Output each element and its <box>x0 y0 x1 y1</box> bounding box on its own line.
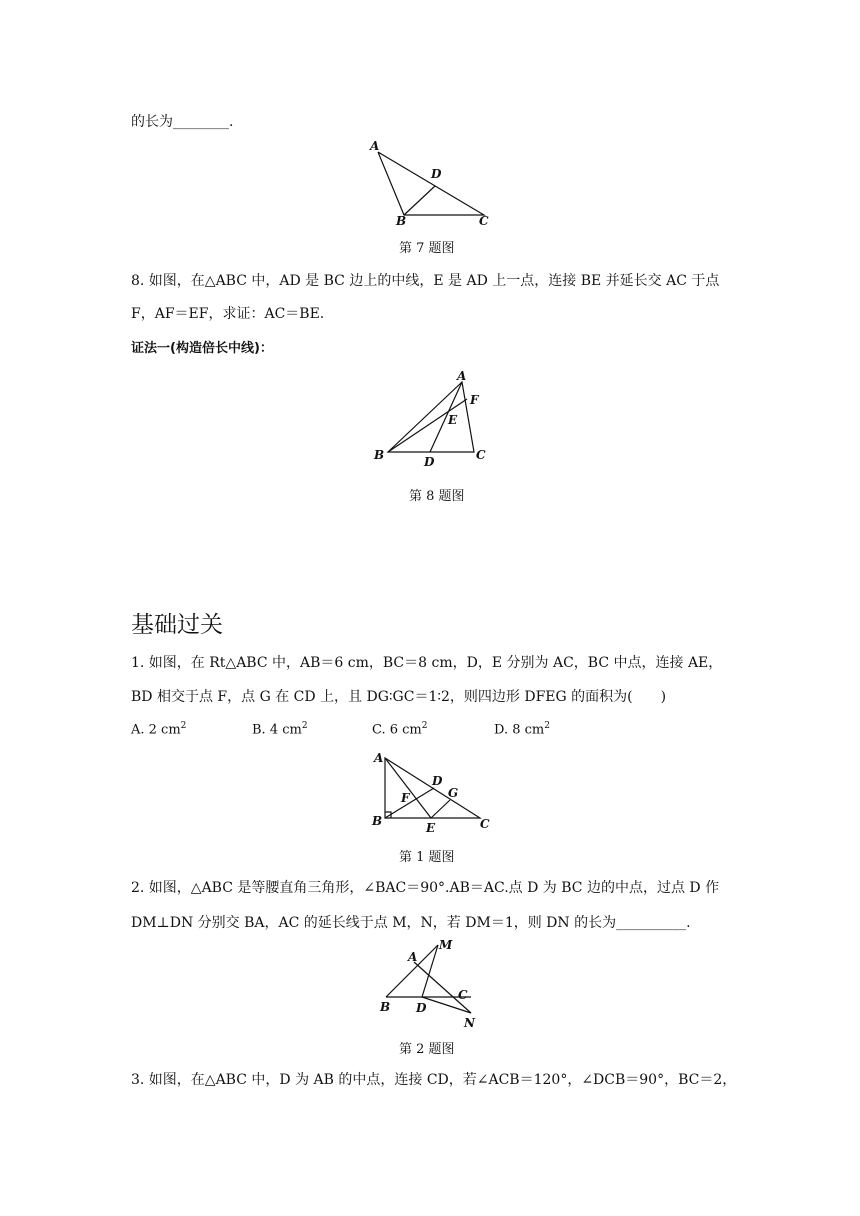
fig8-label-f: F <box>470 393 479 407</box>
fig1-label-g: G <box>448 786 459 800</box>
prev-question-tail: 的长为________. <box>131 114 234 130</box>
q1-option-a: A. 2 $cm^2$ <box>131 721 187 738</box>
fig1-label-d: D <box>432 774 443 788</box>
fig7-label-a: A <box>370 139 380 153</box>
fig8-label-d: D <box>424 455 435 469</box>
fig7-label-b: B <box>396 214 407 228</box>
section-title: 基础过关 <box>131 612 223 638</box>
q1-option-b: B. 4 $cm^2$ <box>252 721 308 738</box>
fig1-label-f: F <box>401 791 410 805</box>
fig2-label-a: A <box>408 950 418 964</box>
fig2-label-m: M <box>439 938 453 952</box>
q8-line-2: F，AF＝EF，求证：AC＝BE. <box>131 306 325 322</box>
q2-line-2: DM⊥DN 分别交 BA，AC 的延长线于点 M，N，若 DM＝1，则 DN 的长为__________. <box>131 915 691 931</box>
fig8-label-a: A <box>457 369 467 383</box>
figure-8 <box>370 368 510 468</box>
q1-line-1: 1. 如图，在 Rt△ABC 中，AB＝6 cm，BC＝8 cm，D，E 分别为 AC，BC 中点，连接 AE， <box>131 655 723 671</box>
q1-option-d: D. 8 $cm^2$ <box>494 721 550 738</box>
q1-option-c: C. 6 $cm^2$ <box>372 721 428 738</box>
fig2-caption: 第 2 题图 <box>399 1042 455 1057</box>
q8-proof-heading: 证法一(构造倍长中线)： <box>131 341 273 356</box>
fig8-label-c: C <box>476 448 486 462</box>
fig1-label-b: B <box>372 814 383 828</box>
fig8-label-b: B <box>374 448 385 462</box>
fig8-caption: 第 8 题图 <box>409 489 465 504</box>
fig1-caption: 第 1 题图 <box>399 850 455 865</box>
fig2-label-c: C <box>458 988 468 1002</box>
figure-1 <box>368 748 498 838</box>
q8-line-1: 8. 如图，在△ABC 中，AD 是 BC 边上的中线，E 是 AD 上一点，连接 BE 并延长交 AC 于点 <box>131 273 720 289</box>
fig2-label-n: N <box>464 1016 475 1030</box>
q3-line-1: 3. 如图，在△ABC 中，D 为 AB 的中点，连接 CD，若∠ACB＝120°，∠DCB＝90°，BC＝2， <box>131 1072 737 1088</box>
fig1-label-e: E <box>426 821 436 835</box>
figure-7 <box>368 138 498 228</box>
fig2-label-b: B <box>380 1000 391 1014</box>
fig7-label-c: C <box>479 214 489 228</box>
fig2-label-d: D <box>416 1001 427 1015</box>
fig1-label-a: A <box>374 751 384 765</box>
fig7-label-d: D <box>431 167 442 181</box>
figure-2 <box>376 936 506 1036</box>
fig7-caption: 第 7 题图 <box>399 241 455 256</box>
q2-line-1: 2. 如图，△ABC 是等腰直角三角形，∠BAC＝90°.AB＝AC.点 D 为 BC 边的中点，过点 D 作 <box>131 880 720 896</box>
fig8-label-e: E <box>448 413 458 427</box>
q1-line-2: BD 相交于点 F，点 G 在 CD 上，且 DG∶GC＝1∶2，则四边形 DFEG 的面积为( ) <box>131 689 667 705</box>
fig1-label-c: C <box>480 817 490 831</box>
